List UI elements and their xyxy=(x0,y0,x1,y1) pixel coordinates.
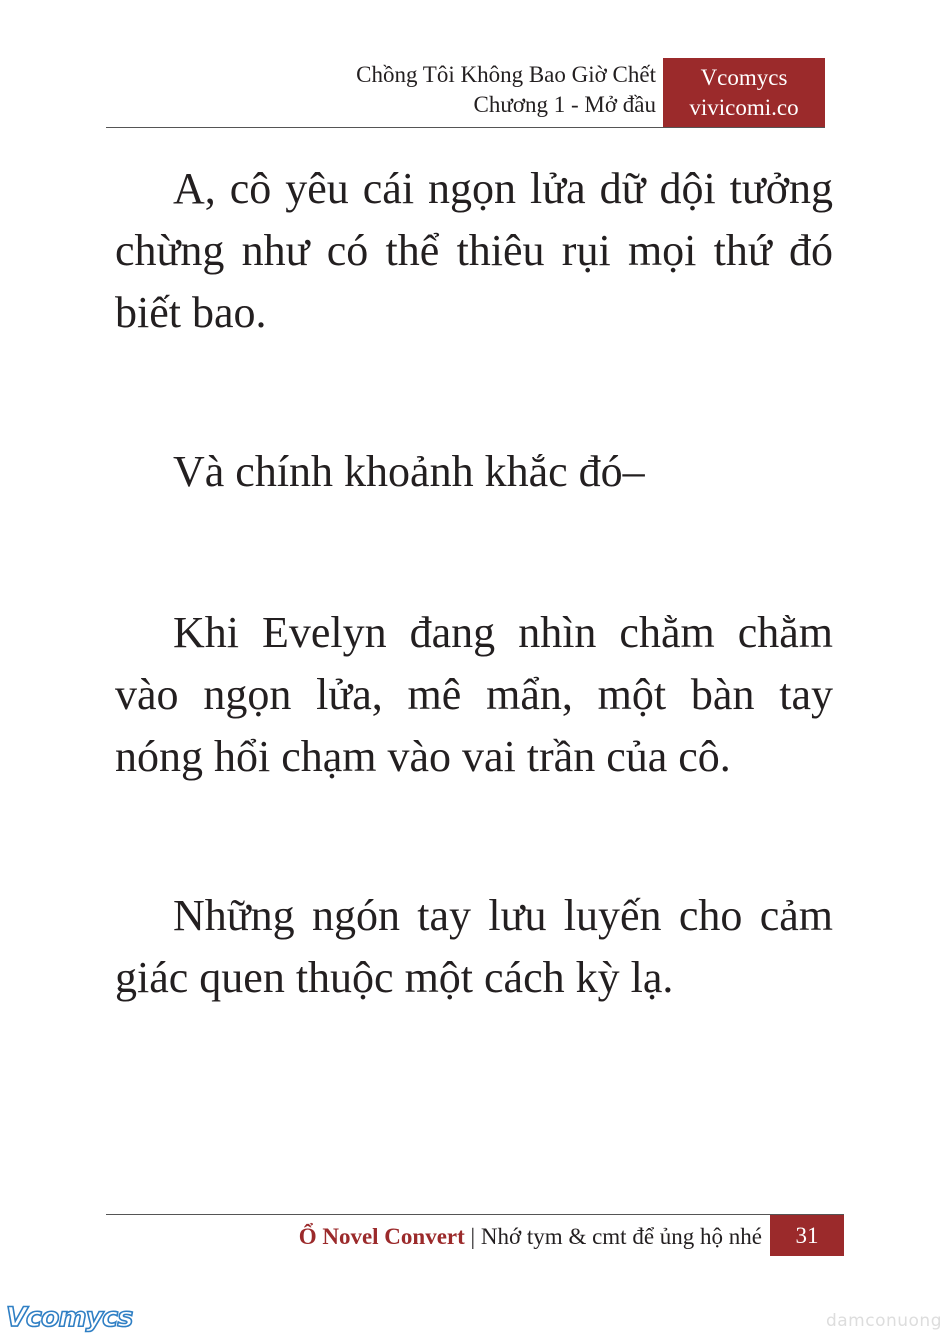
header-divider xyxy=(106,127,825,128)
chapter-title: Chương 1 - Mở đầu xyxy=(473,92,656,117)
footer-brand: Ổ Novel Convert xyxy=(298,1224,465,1249)
site-badge xyxy=(663,58,825,128)
site-name: Vcomycs xyxy=(700,65,788,90)
vcomycs-logo-watermark xyxy=(4,1298,154,1334)
page-header xyxy=(250,60,656,120)
paragraph: Những ngón tay lưu luyến cho cảm giác quen thuộc một cách kỳ lạ. xyxy=(115,891,833,1002)
page-footer xyxy=(200,1222,762,1252)
paragraph: Khi Evelyn đang nhìn chằm chằm vào ngọn lửa, mê mẩn, một bàn tay nóng hổi chạm vào vai trần của cô. xyxy=(115,608,833,781)
page-number: 31 xyxy=(770,1215,844,1256)
vcomycs-logo-text: Vcomycs xyxy=(6,1302,133,1333)
site-url: vivicomi.co xyxy=(689,95,799,120)
damconuong-watermark: damconuong xyxy=(825,1311,942,1331)
book-title: Chồng Tôi Không Bao Giờ Chết xyxy=(356,62,656,87)
footer-separator: | xyxy=(464,1224,481,1249)
footer-divider xyxy=(106,1214,844,1215)
paragraph: Và chính khoảnh khắc đó– xyxy=(173,447,645,496)
paragraph: A, cô yêu cái ngọn lửa dữ dội tưởng chừng như có thể thiêu rụi mọi thứ đó biết bao. xyxy=(115,164,833,337)
footer-note: Nhớ tym & cmt để ủng hộ nhé xyxy=(480,1224,762,1249)
